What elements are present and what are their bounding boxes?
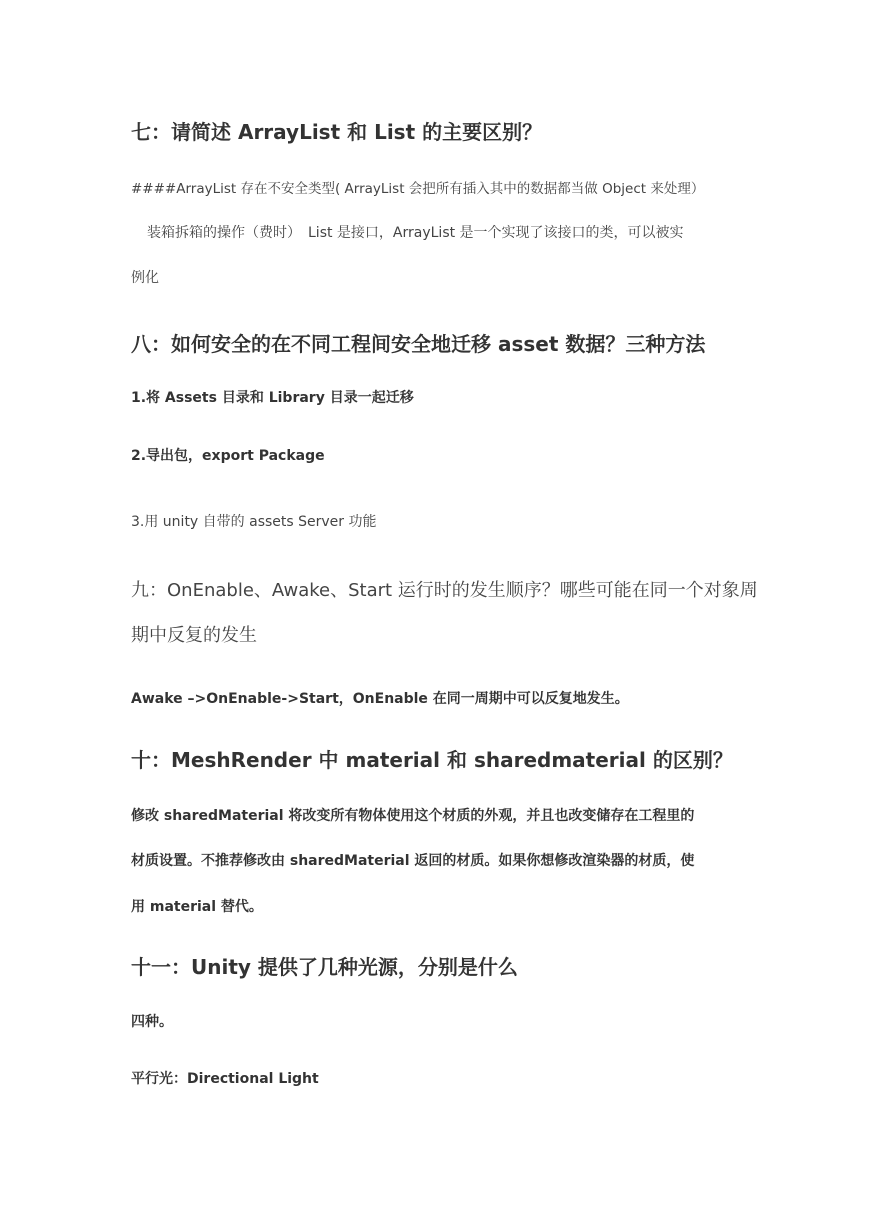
section-heading-q11: 十一：Unity 提供了几种光源，分别是什么 — [131, 955, 518, 979]
section-heading-q10: 十：MeshRender 中 material 和 sharedmaterial 的区别？ — [131, 748, 733, 772]
paragraph-line: 例化 — [131, 270, 159, 286]
section-heading-q9-cont: 期中反复的发生 — [131, 625, 257, 646]
answer-text: Awake –>OnEnable->Start，OnEnable 在同一周期中可以反复地发生。 — [131, 691, 629, 707]
answer-text: 四种。 — [131, 1014, 173, 1030]
paragraph-line: ####ArrayList 存在不安全类型( ArrayList 会把所有插入其中的数据都当做 Object 来处理） — [131, 181, 705, 197]
list-item: 2.导出包，export Package — [131, 448, 325, 464]
answer-line: 材质设置。不推荐修改由 sharedMaterial 返回的材质。如果你想修改渲染器的材质，使 — [131, 853, 695, 869]
list-item: 平行光：Directional Light — [131, 1071, 319, 1087]
section-heading-q8: 八：如何安全的在不同工程间安全地迁移 asset 数据？三种方法 — [131, 332, 706, 356]
list-item: 1.将 Assets 目录和 Library 目录一起迁移 — [131, 390, 414, 406]
answer-line: 修改 sharedMaterial 将改变所有物体使用这个材质的外观，并且也改变储存在工程里的 — [131, 808, 695, 824]
list-item: 3.用 unity 自带的 assets Server 功能 — [131, 514, 377, 530]
answer-line: 用 material 替代。 — [131, 899, 263, 915]
section-heading-q7: 七：请简述 ArrayList 和 List 的主要区别？ — [131, 120, 543, 144]
section-heading-q9: 九：OnEnable、Awake、Start 运行时的发生顺序？哪些可能在同一个对象周 — [131, 580, 758, 601]
paragraph-line: 装箱拆箱的操作（费时） List 是接口，ArrayList 是一个实现了该接口的类，可以被实 — [147, 225, 684, 241]
